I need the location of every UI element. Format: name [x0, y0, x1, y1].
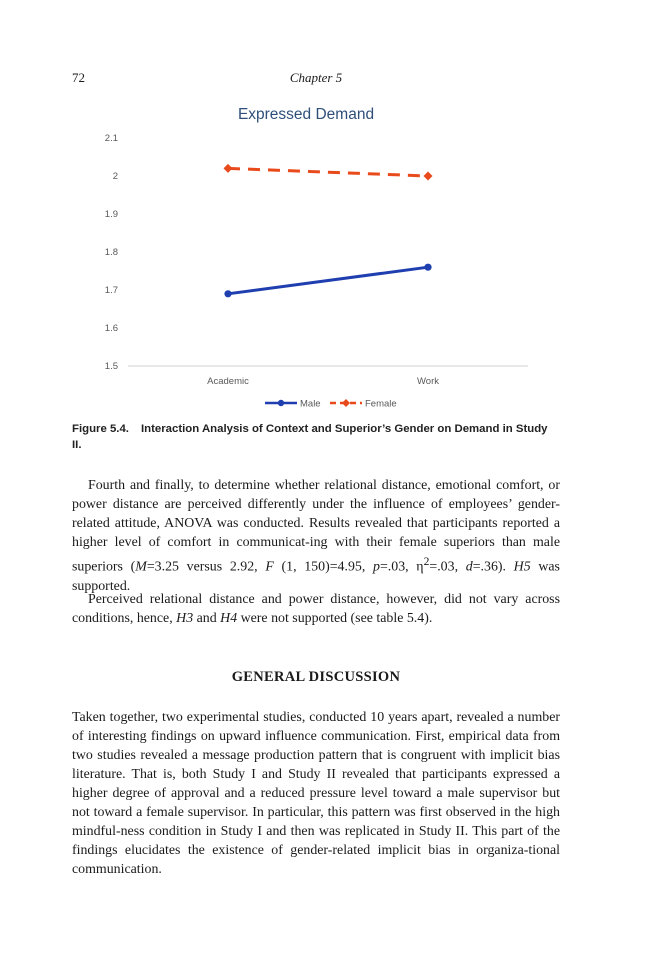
line-chart — [72, 96, 560, 416]
series-line-female — [228, 168, 428, 176]
paragraph-distance — [72, 590, 560, 628]
y-tick-label: 2.1 — [104, 133, 118, 144]
page-number: 72 — [72, 70, 85, 85]
y-tick-label: 1.7 — [104, 285, 118, 296]
stat-p: p — [373, 559, 380, 575]
hypothesis-h5: H5 — [513, 559, 531, 575]
para1-text-6: =.36). — [472, 559, 514, 575]
hypothesis-h4: H4 — [220, 611, 238, 626]
data-point — [224, 290, 231, 297]
para1-text-5: =.03, — [429, 559, 466, 575]
legend-label: Female — [365, 398, 397, 410]
para2-text-2: and — [193, 611, 221, 626]
series-layer — [224, 164, 433, 298]
legend-label: Male — [300, 398, 321, 410]
paragraph-discussion: Taken together, two experimental studies, conducted 10 years apart, revealed a number of interesting findings on upward influence communication. First, empirical data from two studies revealed a message production pattern that is congruent with implicit bias literature. That is, both Study I and Study II revealed that participants expressed a higher degree of approval and a reduced pressure level toward a male supervisor but not toward a female supervisor. In particular, this pattern was first observed in the high mindful-ness condition in Study I and then was replicated in Study II. This part of the findings elucidates the existence of gender-related implicit bias in organiza-tional communication. — [72, 710, 560, 877]
legend-marker — [278, 400, 284, 406]
chart-legend — [265, 399, 397, 410]
para2-text-3: were not supported (see table 5.4). — [237, 611, 433, 626]
series-female — [224, 164, 433, 181]
stat-f: F — [265, 559, 274, 575]
y-tick-label: 2 — [112, 171, 118, 182]
legend-item-male — [265, 399, 321, 410]
chart-svg — [72, 96, 560, 416]
figure-caption — [72, 421, 560, 453]
para1-text-1: Fourth and finally, to determine whether relational distance, emotional comfort, or power distance are perceived differently under the influence of employees’ gender-related attitude, ANOVA was conducted. Results revealed that participants reported a higher level of comfort in communicat-ing with their female superiors than male superiors ( — [72, 478, 560, 575]
data-point — [224, 164, 233, 173]
figure-label: Figure 5.4. — [72, 423, 129, 435]
paragraph-results — [72, 476, 560, 596]
para1-text-7: was supported. — [72, 559, 560, 594]
stat-d: d — [465, 559, 473, 575]
data-point — [424, 264, 431, 271]
page-header — [72, 70, 560, 88]
section-heading: GENERAL DISCUSSION — [231, 669, 401, 685]
y-tick-label: 1.8 — [104, 247, 118, 258]
eta-squared-exponent: 2 — [423, 555, 430, 568]
y-tick-label: 1.5 — [104, 361, 118, 372]
x-tick-label: Work — [417, 376, 439, 387]
para1-text-2: =3.25 versus 2.92, — [146, 559, 266, 575]
para2-text-1: Perceived relational distance and power distance, however, did not vary across conditions, hence, — [72, 592, 560, 626]
hypothesis-h3: H3 — [176, 611, 194, 626]
y-tick-label: 1.9 — [104, 209, 118, 220]
running-head: Chapter 5 — [289, 70, 343, 85]
para1-text-4: =.03, η — [379, 559, 424, 575]
y-axis-ticks — [105, 133, 118, 372]
stat-m: M — [135, 559, 147, 575]
series-line-male — [228, 267, 428, 294]
data-point — [424, 172, 433, 181]
legend-item-female — [330, 399, 397, 410]
para1-text-3: (1, 150)=4.95, — [273, 559, 373, 575]
chart-title: Expressed Demand — [237, 106, 375, 123]
x-axis-ticks — [207, 376, 439, 387]
series-male — [224, 264, 431, 298]
legend-marker — [342, 399, 350, 407]
figure-caption-text: Interaction Analysis of Context and Superior’s Gender on Demand in Study II. — [72, 423, 548, 451]
x-tick-label: Academic — [207, 376, 249, 387]
y-tick-label: 1.6 — [104, 323, 118, 334]
